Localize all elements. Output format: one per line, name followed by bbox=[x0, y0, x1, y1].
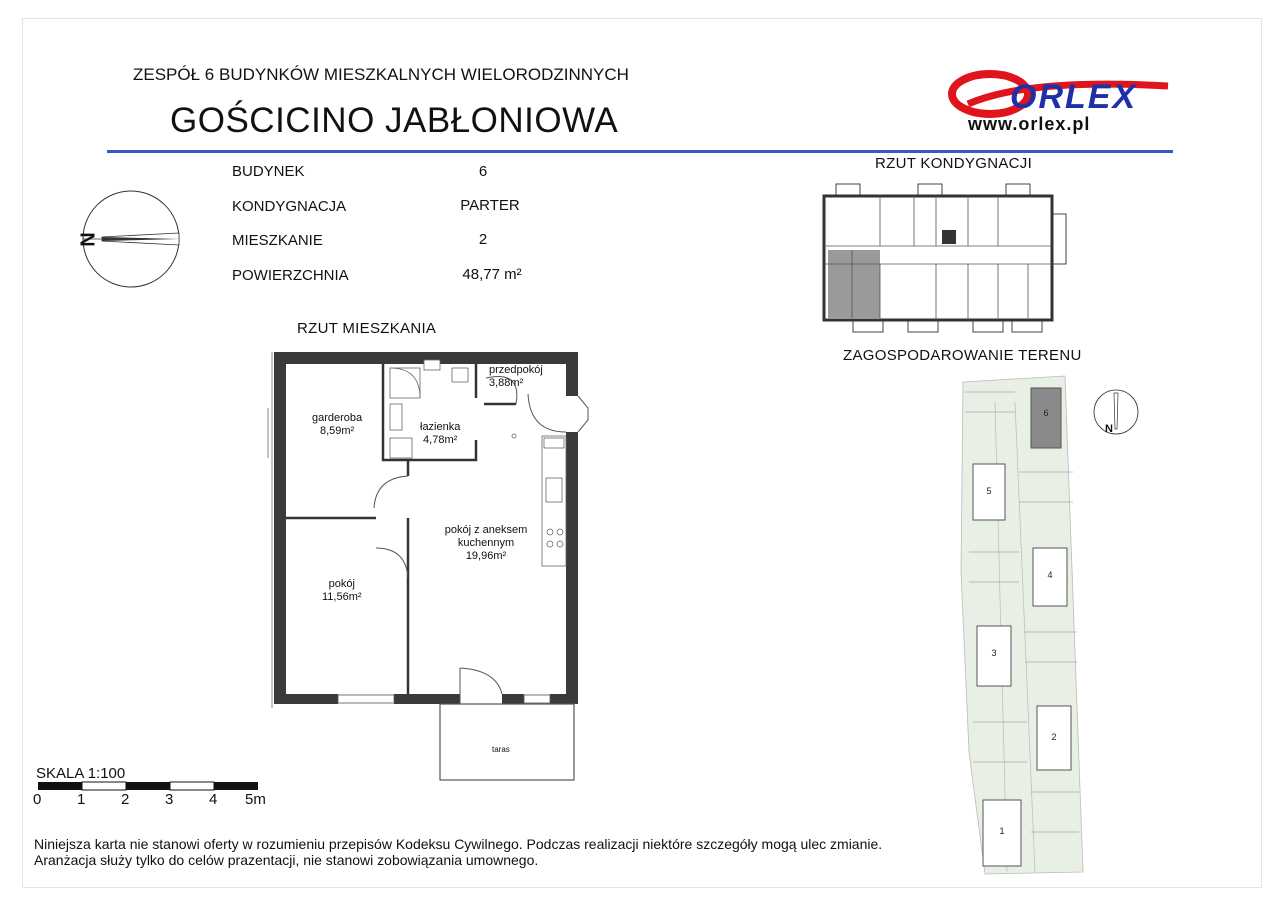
site-building-6-label: 6 bbox=[1043, 408, 1049, 418]
room-pokoj-area: 11,56m² bbox=[322, 591, 362, 603]
logo-letters: ORLEX bbox=[1010, 78, 1138, 116]
room-lazienka bbox=[420, 421, 460, 447]
scale-tick-3: 3 bbox=[165, 791, 174, 808]
scale-tick-4: 4 bbox=[209, 791, 218, 808]
room-taras: taras bbox=[492, 745, 510, 754]
floor-plan-title: RZUT KONDYGNACJI bbox=[875, 155, 1033, 172]
room-lazienka-area: 4,78m² bbox=[423, 434, 458, 446]
project-title: GOŚCICINO JABŁONIOWA bbox=[170, 101, 619, 140]
site-building-4-label: 4 bbox=[1047, 570, 1053, 580]
site-plan bbox=[955, 372, 1085, 877]
room-pokoj-name: pokój bbox=[328, 578, 355, 590]
compass-site bbox=[1093, 389, 1139, 435]
room-przedpokoj-area: 3,88m² bbox=[489, 377, 524, 389]
scale-tick-0: 0 bbox=[33, 791, 42, 808]
site-building-3-label: 3 bbox=[991, 648, 997, 658]
disclaimer-line-2: Aranżacja służy tylko do celów prazentacji, nie stanowi zobowiązania umownego. bbox=[34, 852, 539, 868]
scale-tick-2: 2 bbox=[121, 791, 130, 808]
room-przedpokoj bbox=[489, 364, 543, 390]
floor-plan-highlight bbox=[828, 250, 880, 318]
site-plan-title: ZAGOSPODAROWANIE TERENU bbox=[843, 347, 1082, 364]
disclaimer-line-1: Niniejsza karta nie stanowi oferty w rozumieniu przepisów Kodeksu Cywilnego. Podczas realizacji niektóre szczegóły mogą ulec zmianie. bbox=[34, 836, 883, 852]
info-value-area: 48,77 m² bbox=[462, 266, 522, 283]
room-garderoba bbox=[312, 412, 362, 438]
scale-bar bbox=[38, 782, 258, 790]
room-garderoba-area: 8,59m² bbox=[319, 425, 355, 437]
compass-site-n-label: N bbox=[1105, 423, 1113, 435]
scale-tick-5: 5m bbox=[245, 791, 266, 808]
room-pokoj bbox=[322, 578, 362, 604]
info-label-floor: KONDYGNACJA bbox=[232, 198, 347, 215]
north-arrow-icon bbox=[1114, 393, 1118, 429]
logo-url[interactable]: www.orlex.pl bbox=[968, 114, 1091, 134]
compass-n-label: N bbox=[77, 232, 100, 247]
header-divider bbox=[107, 150, 1173, 153]
room-salon-area: 19,96m² bbox=[465, 550, 507, 562]
info-value-floor: PARTER bbox=[460, 197, 520, 214]
info-label-area: POWIERZCHNIA bbox=[232, 267, 349, 284]
info-value-apartment: 2 bbox=[478, 231, 488, 248]
room-przedpokoj-name: przedpokój bbox=[489, 364, 543, 376]
room-salon-name-1: pokój z aneksem bbox=[444, 524, 528, 536]
info-label-building: BUDYNEK bbox=[232, 163, 305, 180]
room-salon bbox=[436, 524, 536, 563]
site-building-2-label: 2 bbox=[1051, 732, 1057, 742]
project-subtitle: ZESPÓŁ 6 BUDYNKÓW MIESZKALNYCH WIELORODZINNYCH bbox=[133, 65, 629, 84]
scale-label: SKALA 1:100 bbox=[36, 765, 126, 782]
site-building-5-label: 5 bbox=[986, 486, 992, 496]
room-garderoba-name: garderoba bbox=[312, 412, 363, 424]
orlex-logo bbox=[948, 70, 1178, 118]
floor-plan bbox=[818, 180, 1076, 336]
compass-main bbox=[77, 190, 182, 288]
room-lazienka-name: łazienka bbox=[420, 421, 461, 433]
site-building-1-label: 1 bbox=[999, 826, 1005, 836]
info-value-building: 6 bbox=[478, 163, 488, 180]
orlex-logo-graphic bbox=[948, 70, 1178, 118]
apartment-plan-title: RZUT MIESZKANIA bbox=[297, 320, 437, 337]
site-building-6[interactable] bbox=[1031, 388, 1061, 448]
room-salon-name-2: kuchennym bbox=[457, 537, 515, 549]
info-label-apartment: MIESZKANIE bbox=[232, 232, 323, 249]
scale-tick-1: 1 bbox=[77, 791, 86, 808]
